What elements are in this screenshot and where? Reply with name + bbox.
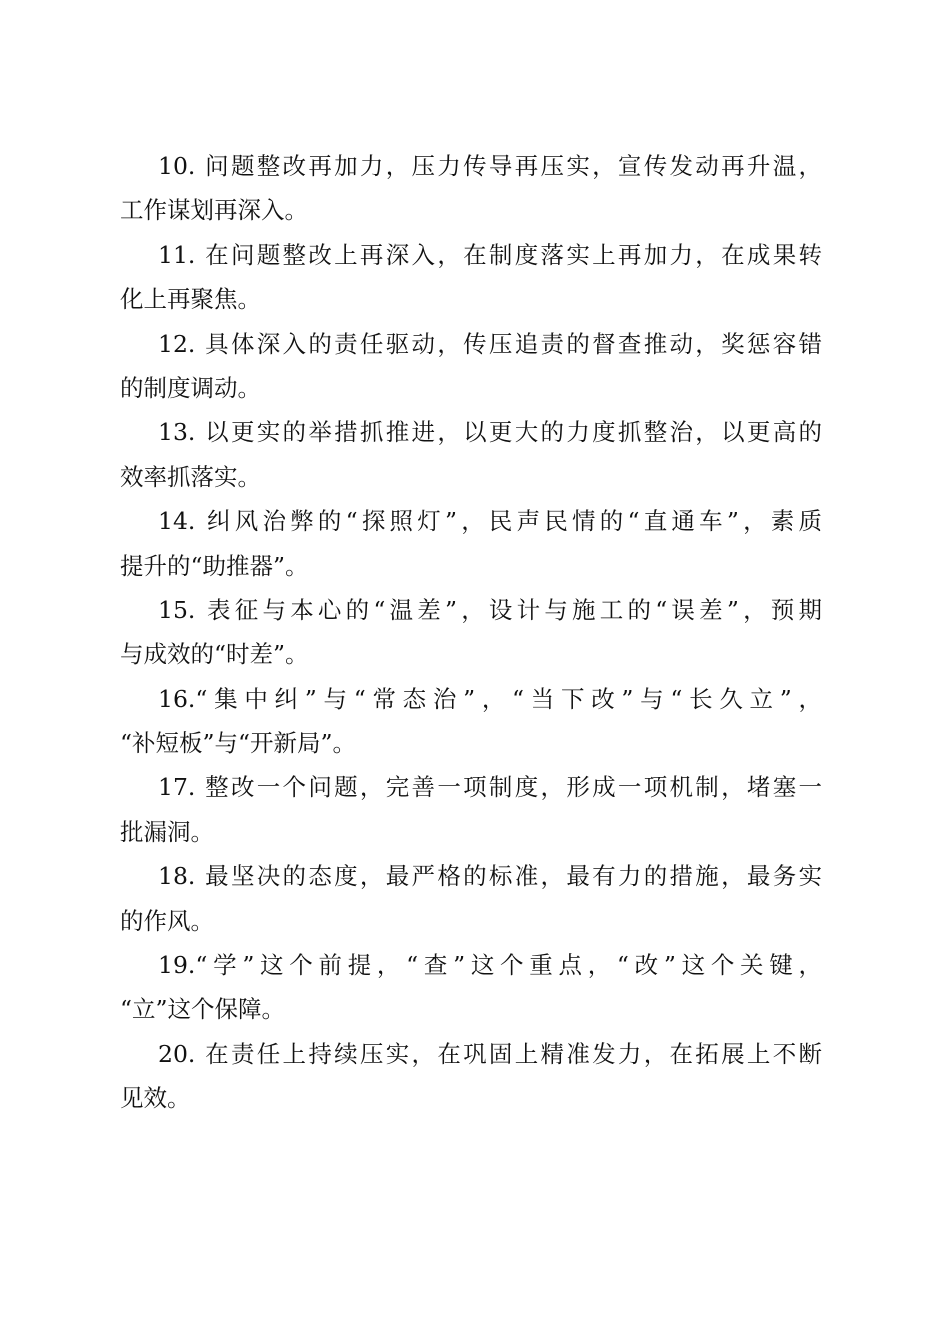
paragraph-line: 17. 整改一个问题，完善一项制度，形成一项机制，堵塞一 bbox=[158, 773, 822, 802]
paragraph-line: 10. 问题整改再加力，压力传导再压实，宣传发动再升温， bbox=[158, 152, 822, 180]
paragraph-line: 15. 表征与本心的“温差”，设计与施工的“误差”，预期 bbox=[158, 595, 822, 624]
paragraph-item bbox=[120, 677, 822, 766]
paragraph-line: 与成效的“时差”。 bbox=[120, 640, 309, 669]
paragraph-line: 效率抓落实。 bbox=[120, 462, 261, 491]
paragraph-line: 14. 纠风治弊的“探照灯”，民声民情的“直通车”，素质 bbox=[158, 507, 822, 536]
paragraph-item bbox=[120, 1032, 822, 1121]
paragraph-line: 工作谋划再深入。 bbox=[120, 196, 308, 225]
paragraph-line: 提升的“助推器”。 bbox=[120, 551, 309, 580]
paragraph-item bbox=[120, 854, 822, 943]
paragraph-line: 18. 最坚决的态度，最严格的标准，最有力的措施，最务实 bbox=[158, 862, 822, 891]
paragraph-line: 11. 在问题整改上再深入，在制度落实上再加力，在成果转 bbox=[158, 240, 822, 269]
paragraph-line: 19.“学”这个前提，“查”这个重点，“改”这个关键， bbox=[158, 951, 822, 980]
paragraph-line: 化上再聚焦。 bbox=[120, 285, 261, 314]
paragraph-item bbox=[120, 499, 822, 588]
paragraph-item bbox=[120, 144, 822, 233]
document-body bbox=[120, 144, 822, 1121]
paragraph-line: 的制度调动。 bbox=[120, 373, 261, 402]
paragraph-item bbox=[120, 765, 822, 854]
paragraph-line: 批漏洞。 bbox=[120, 817, 214, 846]
paragraph-line: “补短板”与“开新局”。 bbox=[120, 729, 357, 758]
paragraph-line: 12. 具体深入的责任驱动，传压追责的督查推动，奖惩容错 bbox=[158, 329, 822, 358]
paragraph-line: 20. 在责任上持续压实，在巩固上精准发力，在拓展上不断 bbox=[158, 1039, 822, 1068]
paragraph-item bbox=[120, 410, 822, 499]
paragraph-line: 的作风。 bbox=[120, 906, 214, 935]
paragraph-item bbox=[120, 943, 822, 1032]
paragraph-item bbox=[120, 233, 822, 322]
paragraph-item bbox=[120, 322, 822, 411]
paragraph-line: 13. 以更实的举措抓推进，以更大的力度抓整治，以更高的 bbox=[158, 418, 822, 447]
paragraph-line: 16.“集中纠”与“常态治”，“当下改”与“长久立”， bbox=[158, 684, 822, 713]
paragraph-item bbox=[120, 588, 822, 677]
paragraph-line: “立”这个保障。 bbox=[120, 995, 286, 1024]
paragraph-line: 见效。 bbox=[120, 1084, 191, 1113]
